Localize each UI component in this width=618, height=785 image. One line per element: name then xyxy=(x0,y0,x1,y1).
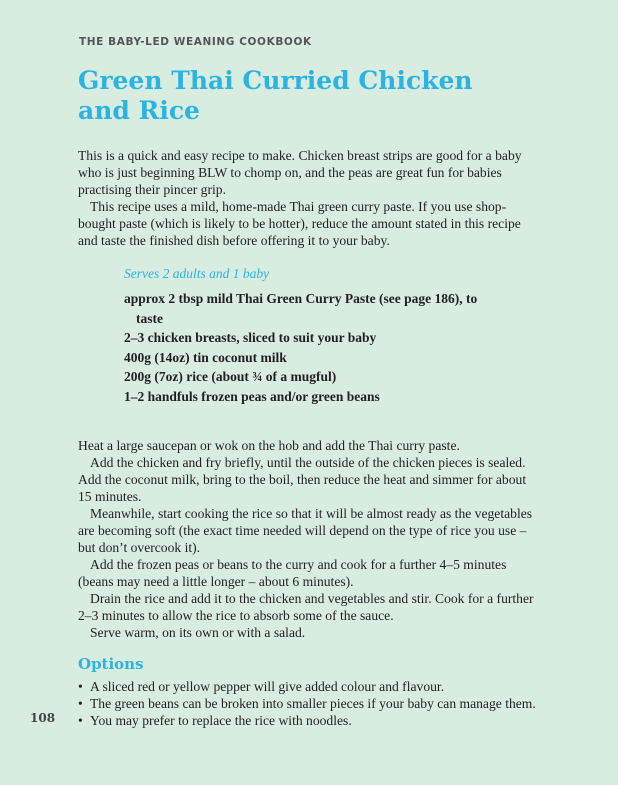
method-line: (beans may need a little longer – about 6 minutes). xyxy=(78,574,354,589)
method-line: Serve warm, on its own or with a salad. xyxy=(90,625,306,640)
option-text: You may prefer to replace the rice with noodles. xyxy=(90,713,352,728)
method-line: Add the coconut milk, bring to the boil, then reduce the heat and simmer for about xyxy=(78,472,527,487)
ingredients-line: 200g (7oz) rice (about ¾ of a mugful) xyxy=(124,369,337,385)
option-text: The green beans can be broken into smaller pieces if your baby can manage them. xyxy=(90,696,536,711)
ingredients-line: 400g (14oz) tin coconut milk xyxy=(124,349,287,365)
options-heading: Options xyxy=(78,655,144,673)
bullet-icon: • xyxy=(78,679,83,694)
option-item xyxy=(78,695,536,712)
method-line: are becoming soft (the exact time needed will depend on the type of rice you use – xyxy=(78,523,527,538)
intro-line: and taste the finished dish before offering it to your baby. xyxy=(78,233,390,248)
intro-line: practising their pincer grip. xyxy=(78,182,226,197)
ingredients-line: approx 2 tbsp mild Thai Green Curry Paste (see page 186), to xyxy=(124,291,478,306)
ingredients-line: taste xyxy=(136,310,163,326)
intro-text xyxy=(78,147,558,249)
title-line: Green Thai Curried Chicken xyxy=(78,66,473,95)
serves-label: Serves 2 adults and 1 baby xyxy=(124,266,270,281)
intro-line: who is just beginning BLW to chomp on, and the peas are great fun for babies xyxy=(78,165,502,180)
option-item xyxy=(78,712,536,729)
intro-line: This recipe uses a mild, home-made Thai green curry paste. If you use shop- xyxy=(90,199,507,214)
intro-line: bought paste (which is likely to be hotter), reduce the amount stated in this recipe xyxy=(78,216,521,231)
method-line: 15 minutes. xyxy=(78,489,142,504)
ingredients-line: 1–2 handfuls frozen peas and/or green beans xyxy=(124,388,380,404)
method-line: 2–3 minutes to allow the rice to absorb some of the sauce. xyxy=(78,608,394,623)
ingredients-list xyxy=(124,289,477,407)
method-line: but don’t overcook it). xyxy=(78,540,201,555)
method-line: Meanwhile, start cooking the rice so that it will be almost ready as the vegetables xyxy=(90,506,533,521)
bullet-icon: • xyxy=(78,713,83,728)
options-list xyxy=(78,678,536,729)
title-line: and Rice xyxy=(78,96,200,125)
intro-line: This is a quick and easy recipe to make. Chicken breast strips are good for a baby xyxy=(78,148,522,163)
method-text xyxy=(78,437,558,641)
page-number: 108 xyxy=(30,711,56,725)
recipe-title xyxy=(78,66,473,126)
method-line: Drain the rice and add it to the chicken and vegetables and stir. Cook for a further xyxy=(90,591,534,606)
option-item xyxy=(78,678,536,695)
option-text: A sliced red or yellow pepper will give added colour and flavour. xyxy=(90,679,445,694)
method-line: Heat a large saucepan or wok on the hob and add the Thai curry paste. xyxy=(78,438,460,453)
running-head: THE BABY-LED WEANING COOKBOOK xyxy=(79,36,312,48)
bullet-icon: • xyxy=(78,696,83,711)
method-line: Add the frozen peas or beans to the curry and cook for a further 4–5 minutes xyxy=(90,557,507,572)
method-line: Add the chicken and fry briefly, until the outside of the chicken pieces is sealed. xyxy=(90,455,526,470)
ingredients-line: 2–3 chicken breasts, sliced to suit your baby xyxy=(124,330,377,346)
